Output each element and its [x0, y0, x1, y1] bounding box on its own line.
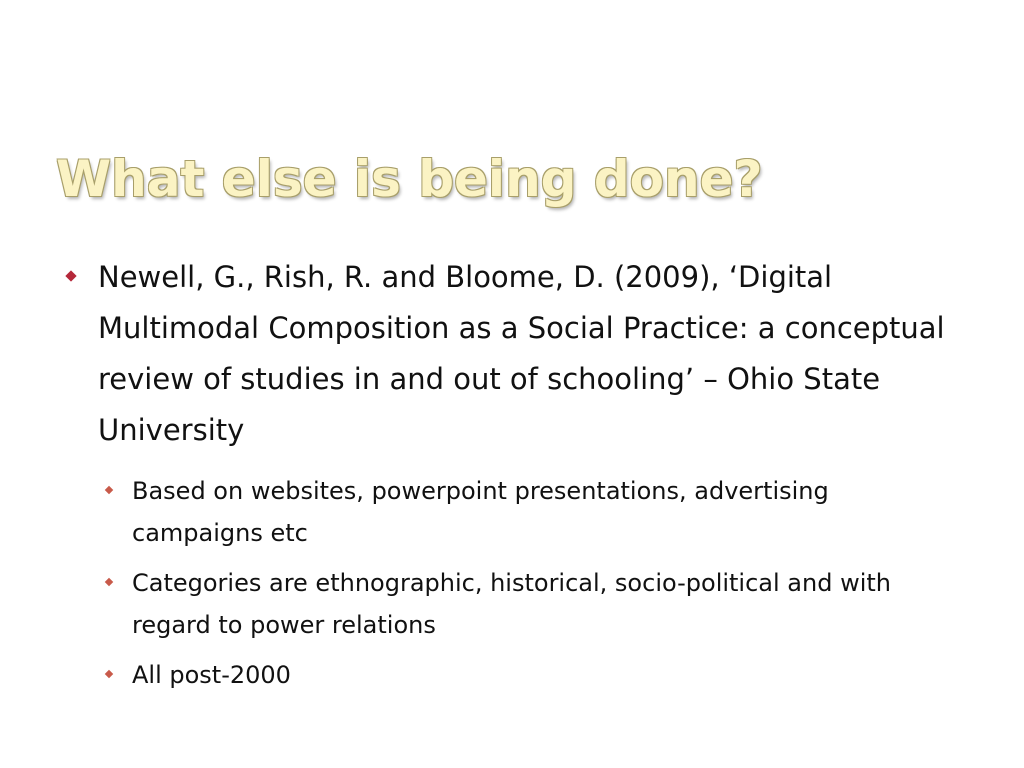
sub-bullet-item: [98, 562, 962, 646]
sub-bullet-text: All post-2000: [132, 661, 291, 689]
slide-title: What else is being done?: [56, 150, 763, 208]
slide-body: [62, 252, 962, 704]
sub-bullet-item: [98, 654, 962, 696]
diamond-bullet-icon: [105, 486, 113, 494]
diamond-bullet-icon: [105, 578, 113, 586]
sub-bullet-item: [98, 470, 962, 554]
sub-bullet-text: Categories are ethnographic, historical, socio-political and with regard to power relations: [132, 569, 891, 639]
diamond-bullet-icon: [105, 670, 113, 678]
diamond-bullet-icon: [65, 270, 76, 281]
bullet-text: Newell, G., Rish, R. and Bloome, D. (2009), ‘Digital Multimodal Composition as a Social Practice: a conceptual review of studies in and out of schooling’ – Ohio State University: [98, 260, 945, 447]
bullet-item: [62, 252, 962, 456]
sub-bullet-text: Based on websites, powerpoint presentations, advertising campaigns etc: [132, 477, 829, 547]
sub-bullet-list: [62, 470, 962, 696]
